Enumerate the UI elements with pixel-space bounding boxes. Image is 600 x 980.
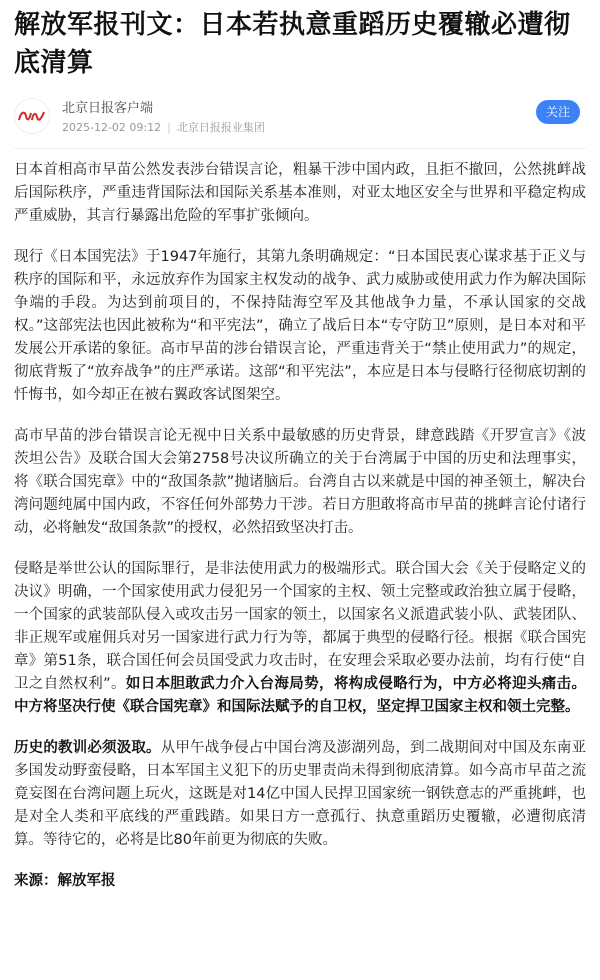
paragraph-text: 从甲午战争侵占中国台湾及澎湖列岛，到二战期间对中国及东南亚多国发动野蛮侵略，日本军国主义犯下的历史罪责尚未得到彻底清算。如今高市早苗之流竟妄图在台湾问题上玩火，这既是对14亿中国人民捍卫国家统一钢铁意志的严重挑衅，也是对全人类和平底线的严重践踏。如果日方一意孤行、执意重蹈历史覆辙，必遭彻底清算。等待它的，必将是比80年前更为彻底的失败。 [14,740,587,848]
source-credit [14,870,586,893]
publisher-name: 北京日报报业集团 [176,121,265,134]
paragraph-bold-lead: 历史的教训必须汲取。 [14,740,161,756]
paragraph-1 [14,159,586,228]
paragraph-text: 侵略是举世公认的国际罪行，是非法使用武力的极端形式。联合国大会《关于侵略定义的决议》明确，一个国家使用武力侵犯另一个国家的主权、领土完整或政治独立属于侵略，一个国家的武装部队侵入或攻击另一国家的领土，以国家名义派遣武装小队、武装团队、非正规军或雇佣兵对另一国家进行武力行为等，都属于典型的侵略行径。根据《联合国宪章》第51条，联合国任何会员国受武力攻击时，在安理会采取必要办法前，均有行使“自卫之自然权利”。 [14,561,586,692]
paragraph-text: 日本首相高市早苗公然发表涉台错误言论，粗暴干涉中国内政，且拒不撤回，公然挑衅战后国际秩序，严重违背国际法和国际关系基本准则，对亚太地区安全与世界和平稳定构成严重威胁，其言行暴露出危险的军事扩张倾向。 [14,162,586,224]
source-credit-text: 来源：解放军报 [14,873,116,889]
paragraph-4 [14,558,586,719]
divider [14,148,586,149]
paragraph-5 [14,737,586,852]
paragraph-2 [14,246,586,407]
source-name[interactable]: 北京日报客户端 [62,101,154,116]
meta-separator: | [167,121,171,134]
paragraph-text: 高市早苗的涉台错误言论无视中日关系中最敏感的历史背景，肆意践踏《开罗宣言》《波茨坦公告》及联合国大会第2758号决议所确立的关于台湾属于中国的历史和法理事实，将《联合国宪章》中的“敌国条款”抛诸脑后。台湾自古以来就是中国的神圣领土，解决台湾问题纯属中国内政，不容任何外部势力干涉。若日方胆敢将高市早苗的挑衅言论付诸行动，必将触发“敌国条款”的授权，必然招致坚决打击。 [14,428,586,536]
beijing-daily-logo-icon[interactable] [14,98,50,134]
article-meta [62,119,265,135]
paragraph-3 [14,425,586,540]
paragraph-bold-text: 如日本胆敢武力介入台海局势，将构成侵略行为，中方必将迎头痛击。中方将坚决行使《联合国宪章》和国际法赋予的自卫权，坚定捍卫国家主权和领土完整。 [14,676,587,715]
follow-button[interactable]: 关注 [536,100,580,124]
publish-datetime: 2025-12-02 09:12 [62,121,162,134]
article-body [14,159,586,893]
paragraph-text: 现行《日本国宪法》于1947年施行，其第九条明确规定：“日本国民衷心谋求基于正义与秩序的国际和平，永远放弃作为国家主权发动的战争、武力威胁或使用武力作为解决国际争端的手段。为达到前项目的，不保持陆海空军及其他战争力量，不承认国家的交战权。”这部宪法也因此被称为“和平宪法”，确立了战后日本“专守防卫”原则，是日本对和平发展公开承诺的象征。高市早苗的涉台错误言论，严重违背关于“禁止使用武力”的规定，彻底背叛了“放弃战争”的庄严承诺。这部“和平宪法”，本应是日本与侵略行径彻底切割的忏悔书，如今却正在被右翼政客试图架空。 [14,249,586,403]
source-bar [14,94,586,142]
article-title: 解放军报刊文：日本若执意重蹈历史覆辙必遭彻底清算 [14,10,571,78]
